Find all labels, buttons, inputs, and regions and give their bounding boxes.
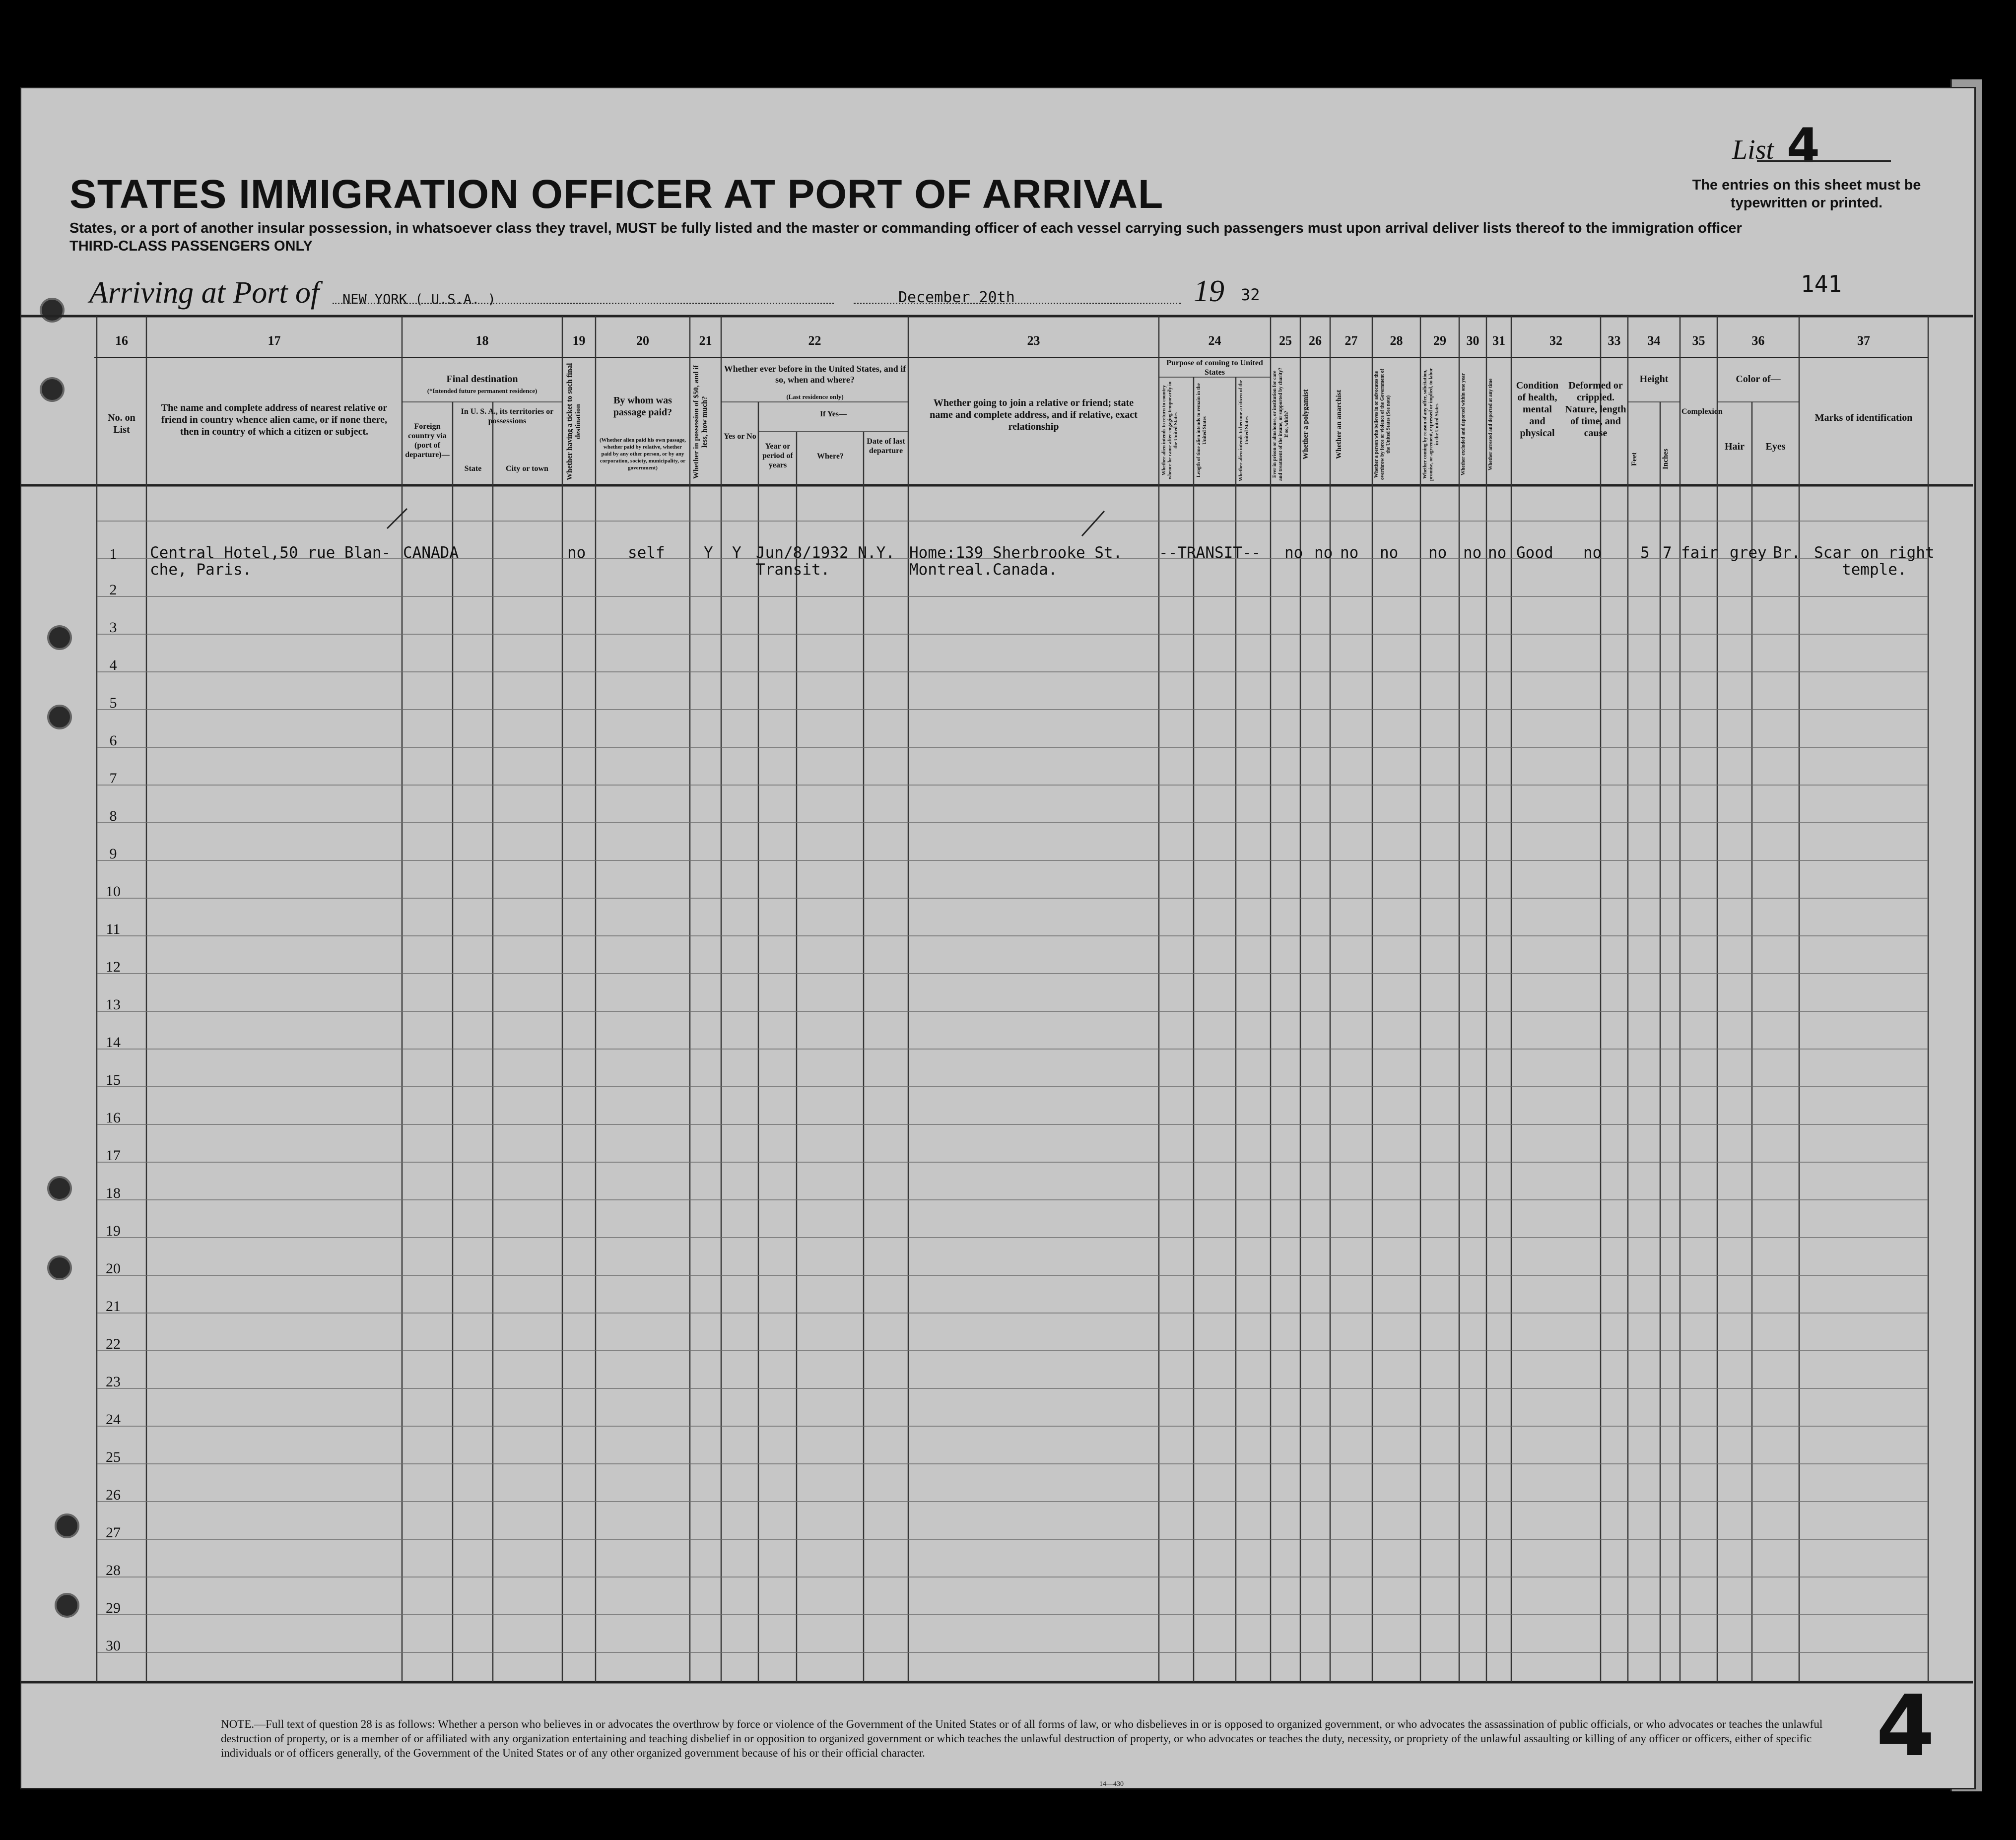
- column-number: 30: [1466, 333, 1479, 348]
- column-number: 37: [1857, 333, 1870, 348]
- header-where: Where?: [817, 452, 844, 460]
- header-color: Color of—: [1736, 374, 1781, 385]
- relative-address-line: che, Paris.: [150, 561, 252, 579]
- purpose: --TRANSIT--: [1159, 544, 1261, 562]
- year-suffix: 32: [1241, 285, 1260, 304]
- prison-answer: no: [1284, 544, 1303, 562]
- row-number: 23: [106, 1374, 121, 1390]
- column-number: 35: [1692, 333, 1705, 348]
- passenger-class-label: THIRD-CLASS PASSENGERS ONLY: [69, 238, 313, 254]
- header-ticket: Whether having a ticket to such final destination: [566, 363, 582, 481]
- column-number: 29: [1433, 333, 1446, 348]
- header-passage-paid: By whom was passage paid?: [613, 395, 672, 418]
- column-number: 33: [1608, 333, 1621, 348]
- row-number: 25: [106, 1449, 121, 1465]
- column-number: 23: [1027, 333, 1040, 348]
- identification-marks: [1814, 544, 1935, 578]
- polygamist-answer: no: [1314, 544, 1333, 562]
- column-number: 32: [1549, 333, 1562, 348]
- header-labor-offer: Whether coming by reason of any offer, solicitation, promise, or agreement, expressed or implied, to labor in the United States: [1422, 368, 1440, 481]
- row-number: 10: [106, 883, 121, 900]
- row-number: 17: [106, 1147, 121, 1164]
- column-number: 28: [1390, 333, 1403, 348]
- row-number: 28: [106, 1562, 121, 1578]
- header-years: Year or period of years: [762, 442, 793, 469]
- sheet-number: 141: [1801, 270, 1842, 297]
- header-excluded: Whether excluded and deported within one year: [1461, 373, 1466, 475]
- row-number: 8: [109, 808, 117, 824]
- row-number: 30: [106, 1638, 121, 1654]
- deformed-answer: no: [1583, 544, 1602, 562]
- relative-address: [150, 544, 391, 578]
- column-number: 27: [1344, 333, 1358, 348]
- column-number: 21: [699, 333, 712, 348]
- height-feet: 5: [1640, 544, 1650, 562]
- column-number: 26: [1309, 333, 1322, 348]
- previous-visit-line: Transit.: [756, 561, 830, 579]
- arrival-date: December 20th: [898, 289, 1015, 306]
- hair-color: grey: [1730, 544, 1767, 562]
- column-number: 34: [1647, 333, 1661, 348]
- form-id: 14—430: [1099, 1780, 1124, 1788]
- header-usa-destination: In U. S. A., its territories or possessions: [461, 407, 554, 425]
- previous-visit: [756, 544, 895, 578]
- previous-visit-line: Jun/8/1932 N.Y.: [756, 544, 895, 562]
- column-number: 19: [572, 333, 586, 348]
- header-anarchist: Whether an anarchist: [1335, 390, 1343, 459]
- row-number: 15: [106, 1072, 121, 1088]
- header-deformed-text: Deformed or crippled. Nature, length of time, and cause: [1565, 380, 1626, 439]
- row-number: 2: [109, 582, 117, 598]
- row-number: 3: [109, 619, 117, 636]
- header-state: State: [464, 464, 482, 473]
- header-complexion: Complexion: [1681, 407, 1723, 416]
- excluded-answer: no: [1463, 544, 1482, 562]
- row-number: 6: [109, 732, 117, 749]
- column-number: 36: [1751, 333, 1765, 348]
- header-final-destination: Final destination: [446, 374, 518, 385]
- row-number: 19: [106, 1223, 121, 1239]
- row-number: 18: [106, 1185, 121, 1201]
- entries-note: The entries on this sheet must be typewritten or printed.: [1692, 177, 1921, 211]
- arrested-answer: no: [1488, 544, 1507, 562]
- header-yes-no: Yes or No: [724, 432, 756, 441]
- joining-address: [909, 544, 1122, 578]
- row-number: 4: [109, 657, 117, 673]
- row-number: 14: [106, 1034, 121, 1051]
- header-money: Whether in possession of $50, and if less, how much?: [692, 365, 709, 479]
- row-number: 9: [109, 846, 117, 862]
- column-number: 22: [808, 333, 821, 348]
- header-if-yes: If Yes—: [819, 410, 847, 418]
- header-length-of-stay: Length of time alien intends to remain in the United States: [1196, 383, 1208, 478]
- column-number: 20: [636, 333, 649, 348]
- row-number: 22: [106, 1336, 121, 1352]
- joining-address-line: Home:139 Sherbrooke St.: [909, 544, 1123, 562]
- header-joining-relative: Whether going to join a relative or friend; state name and complete address, and if relative, exact relationship: [930, 397, 1138, 432]
- column-number: 17: [268, 333, 281, 348]
- row-number: 16: [106, 1110, 121, 1126]
- header-prison: Ever in prison or almshouse, or institution for care and treatment of the insane, or supported by charity? If so, which?: [1272, 367, 1289, 481]
- row-number: 1: [109, 546, 117, 562]
- header-height: Height: [1639, 374, 1669, 385]
- header-passage-paid-note: (Whether alien paid his own passage, whether paid by relative, whether paid by any other person, or by any corporation, society, municipality, or government): [600, 437, 686, 471]
- header-city: City or town: [506, 464, 548, 473]
- passage-paid: self: [628, 544, 665, 562]
- header-eyes: Eyes: [1765, 441, 1786, 452]
- row-number: 20: [106, 1260, 121, 1277]
- ticket-answer: no: [567, 544, 586, 562]
- year-prefix: 19: [1194, 274, 1224, 308]
- row-number: 5: [109, 695, 117, 711]
- page-number-stamp: 4: [1876, 1677, 1935, 1775]
- labor-offer-answer: no: [1428, 544, 1447, 562]
- been-in-us-answer: Y: [732, 544, 741, 562]
- row-number: 29: [106, 1600, 121, 1616]
- row-number: 21: [106, 1298, 121, 1314]
- intro-line: States, or a port of another insular possession, in whatsoever class they travel, MUST be fully listed and the master or commanding officer of each vessel carrying such passengers must upon arrival deliver lists thereof to the immigration officer: [69, 220, 1742, 236]
- header-foreign-country: Foreign country via (port of departure)—: [405, 422, 450, 459]
- column-number: 25: [1279, 333, 1292, 348]
- column-number: 24: [1208, 333, 1221, 348]
- header-last-departure: Date of last departure: [867, 437, 905, 455]
- joining-address-line: Montreal.Canada.: [909, 561, 1058, 579]
- row-number: 12: [106, 959, 121, 975]
- complexion: fair: [1681, 544, 1718, 562]
- header-intends-return: Whether alien intends to return to country whence he came after engaging temporarily in the United States: [1161, 382, 1179, 479]
- header-list-number: No. on List: [108, 412, 135, 435]
- height-inches: 7: [1663, 544, 1672, 562]
- header-arrested: Whether arrested and deported at any time: [1488, 378, 1493, 470]
- anarchist-answer: no: [1340, 544, 1359, 562]
- row-number: 13: [106, 996, 121, 1013]
- header-overthrow: Whether a person who believes in or advocates the overthrow by force or violence of the Government of the United States (See note): [1374, 369, 1391, 480]
- header-relative-address: The name and complete address of nearest relative or friend in country whence alien came, or if none there, then in country of which a citizen or subject.: [161, 402, 388, 437]
- footnote-question-28: NOTE.—Full text of question 28 is as follows: Whether a person who believes in or advocates the overthrow by force or violence of the Government of the United States or of all forms of law, or who disbelieves in or is opposed to organized government, or who advocates the assassination of public officials, or who advocates or teaches the unlawful destruction of property, or is a member of or affiliated with any organization entertaining and teaching disbelief in or opposition to organized government or which teaches the unlawful destruction of property, or who advocates or teaches the duty, necessity, or propriety of the unlawful assaulting or killing of any officer or officers, either of specific individuals or of officers generally, of the Government of the United States or of any other organized government because of his or their official character.: [221, 1718, 1823, 1759]
- page-title: STATES IMMIGRATION OFFICER AT PORT OF ARRIVAL: [69, 172, 1164, 217]
- header-purpose: Purpose of coming to United States: [1166, 359, 1263, 377]
- relative-address-line: Central Hotel,50 rue Blan-: [150, 544, 391, 562]
- header-feet: Feet: [1630, 452, 1638, 466]
- foreign-country: CANADA: [403, 544, 459, 562]
- header-final-destination-note: (*Intended future permanent residence): [427, 387, 538, 394]
- list-label: List: [1732, 134, 1774, 165]
- port-value: NEW YORK ( U.S.A. ): [342, 292, 496, 307]
- row-number: 27: [106, 1524, 121, 1541]
- list-number: 4: [1787, 118, 1820, 174]
- row-number: 7: [109, 770, 117, 787]
- money-answer: Y: [704, 544, 713, 562]
- column-number: 18: [475, 333, 489, 348]
- header-polygamist: Whether a polygamist: [1302, 389, 1310, 460]
- row-number: 26: [106, 1487, 121, 1503]
- identification-marks-line: Scar on right: [1814, 544, 1935, 562]
- header-previous-visit: Whether ever before in the United States, and if so, when and where?: [724, 364, 906, 385]
- row-number: 11: [106, 921, 121, 937]
- eye-color: Br.: [1773, 544, 1801, 562]
- overthrow-answer: no: [1380, 544, 1399, 562]
- header-inches: Inches: [1662, 449, 1670, 469]
- header-hair: Hair: [1725, 441, 1745, 452]
- header-intends-citizen: Whether alien intends to become a citizen of the United States: [1238, 380, 1250, 481]
- header-health: Condition of health, mental and physical: [1516, 380, 1559, 439]
- port-label: Arriving at Port of: [89, 276, 320, 310]
- column-number: 31: [1492, 333, 1505, 348]
- row-number: 24: [106, 1411, 121, 1428]
- health-answer: Good: [1516, 544, 1553, 562]
- column-number: 16: [115, 333, 128, 348]
- identification-marks-line: temple.: [1841, 561, 1907, 579]
- header-last-residence: (Last residence only): [786, 393, 844, 400]
- header-marks: Marks of identification: [1814, 412, 1913, 423]
